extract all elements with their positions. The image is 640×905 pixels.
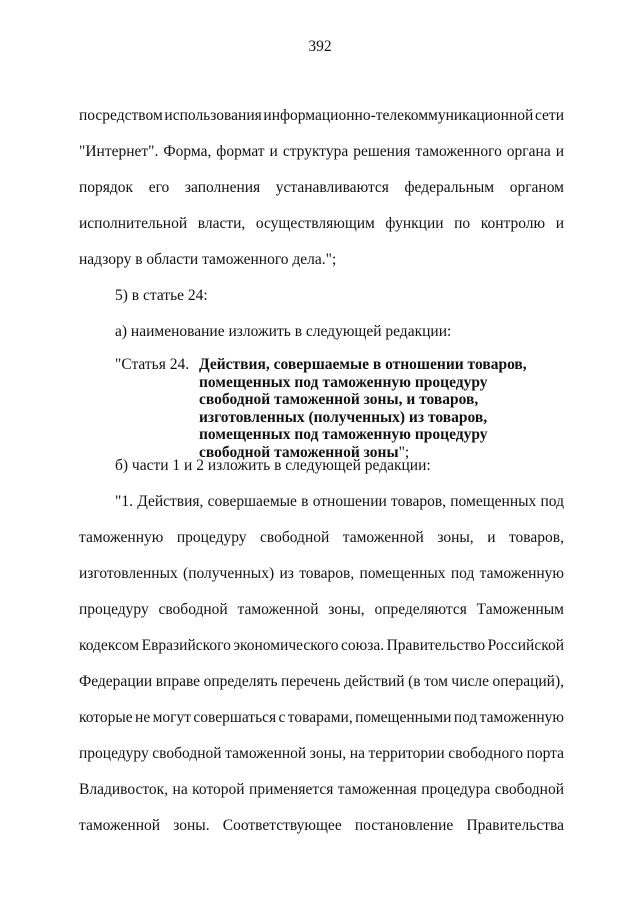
article-title-line: свободной таможенной зоны [199, 443, 399, 461]
paragraph-line: "Интернет". Форма, формат и структура решения таможенного органа и [79, 143, 564, 160]
article-title-line: Действия, совершаемые в отношении товаров, [199, 356, 527, 373]
article-title [199, 356, 559, 461]
article-title-line: помещенных под таможенную процедуру [199, 373, 488, 391]
article-label: "Статья 24. [115, 356, 190, 373]
paragraph-line: надзору в области таможенного дела."; [79, 251, 337, 268]
list-item-a: а) наименование изложить в следующей редакции: [115, 323, 452, 340]
paragraph-line: посредством использования информационно-телекоммуникационной сети [79, 107, 564, 124]
paragraph-line: "1. Действия, совершаемые в отношении товаров, помещенных под [115, 493, 564, 510]
article-title-tail: "; [398, 443, 410, 461]
list-item-b: б) части 1 и 2 изложить в следующей редакции: [115, 457, 431, 474]
paragraph-line: процедуру свободной таможенной зоны, на территории свободного порта [79, 745, 564, 762]
paragraph-line: таможенную процедуру свободной таможенной зоны, и товаров, [79, 529, 564, 546]
paragraph-line: порядок его заполнения устанавливаются федеральным органом [79, 179, 564, 196]
paragraph-line: исполнительной власти, осуществляющим функции по контролю и [79, 215, 564, 232]
paragraph-line: которые не могут совершаться с товарами, помещенными под таможенную [79, 709, 564, 726]
paragraph-line: процедуру свободной таможенной зоны, определяются Таможенным [79, 601, 564, 618]
article-title-line: свободной таможенной зоны, и товаров, [199, 391, 479, 408]
paragraph-line: изготовленных (полученных) из товаров, помещенных под таможенную [79, 565, 564, 582]
article-title-line: помещенных под таможенную процедуру [199, 426, 488, 443]
paragraph-line: Владивосток, на которой применяется таможенная процедура свободной [79, 781, 564, 798]
list-item-5: 5) в статье 24: [115, 287, 208, 304]
paragraph-line: Федерации вправе определять перечень действий (в том числе операций), [79, 673, 564, 690]
paragraph-line: кодексом Евразийского экономического союза. Правительство Российской [79, 637, 564, 654]
article-title-line: изготовленных (полученных) из товаров, [199, 408, 488, 426]
page-number: 392 [308, 38, 332, 55]
paragraph-line: таможенной зоны. Соответствующее постановление Правительства [79, 817, 564, 834]
